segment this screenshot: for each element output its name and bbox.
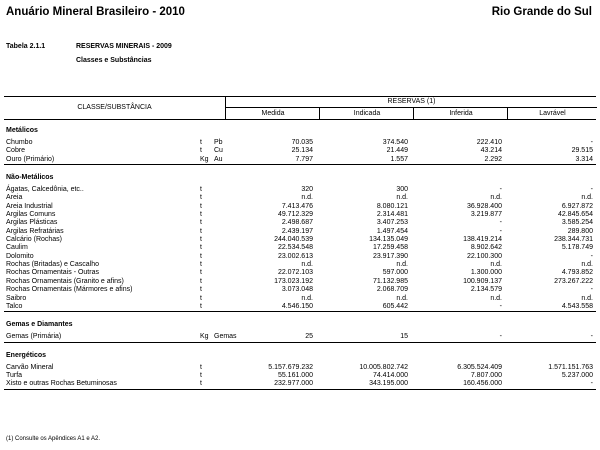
column-header-inferida: Inferida: [413, 108, 508, 119]
table-row: [4, 303, 596, 312]
table-row: [4, 147, 596, 155]
substance-name: Dolomito: [6, 252, 34, 260]
unit-cell: t: [200, 286, 202, 294]
value-indicada: 2.068.709: [376, 286, 408, 294]
value-indicada: 23.917.390: [372, 252, 408, 260]
value-inferida: 1.300.000: [470, 269, 502, 277]
value-inferida: -: [499, 186, 502, 194]
value-indicada: 74.414.000: [372, 371, 408, 379]
value-inferida: 3.219.877: [470, 211, 502, 219]
value-indicada: 1.497.454: [376, 227, 408, 235]
section-title: [4, 320, 596, 330]
substance-name: Argilas Refratárias: [6, 227, 64, 235]
value-indicada: n.d.: [396, 194, 408, 202]
table-row: [4, 211, 596, 219]
value-medida: 25: [305, 333, 313, 341]
value-inferida: 7.807.000: [470, 371, 502, 379]
value-indicada: 605.442: [382, 302, 408, 310]
table-row: [4, 156, 596, 165]
table-row: [4, 244, 596, 252]
value-medida: 7.797: [295, 155, 313, 163]
table-label: Tabela 2.1.1: [6, 43, 46, 50]
unit-cell: t: [200, 294, 202, 302]
value-lavravel: n.d.: [581, 261, 593, 269]
region-title: Rio Grande do Sul: [491, 6, 592, 18]
value-inferida: 160.456.000: [463, 380, 502, 388]
table-row: [4, 269, 596, 277]
value-medida: 244.040.539: [274, 236, 313, 244]
value-indicada: 2.314.481: [376, 211, 408, 219]
unit-cell: t: [200, 371, 202, 379]
footnote: (1) Consulte os Apêndices A1 e A2.: [6, 436, 101, 442]
substance-name: Rochas Ornamentais (Mármores e afins): [6, 286, 133, 294]
unit-cell: t: [200, 219, 202, 227]
class-column-header: CLASSE/SUBSTÂNCIA: [77, 104, 152, 111]
table-row: [4, 261, 596, 269]
unit-cell: t: [200, 363, 202, 371]
section-title: [4, 173, 596, 183]
table-row: [4, 139, 596, 147]
substance-name: Chumbo: [6, 139, 33, 146]
value-lavravel: 5.237.000: [561, 371, 593, 379]
substance-name: Rochas Ornamentais - Outras: [6, 269, 99, 277]
unit-cell: t: [200, 202, 202, 210]
value-lavravel: 4.793.852: [561, 269, 593, 277]
value-indicada: 71.132.985: [372, 277, 408, 285]
value-inferida: n.d.: [490, 261, 502, 269]
table-row: [4, 253, 596, 261]
column-header-medida: Medida: [225, 108, 320, 119]
value-indicada: n.d.: [396, 294, 408, 302]
symbol-cell: Au: [214, 155, 223, 163]
unit-cell: t: [200, 302, 202, 310]
substance-name: Xisto e outras Rochas Betuminosas: [6, 380, 117, 388]
value-inferida: n.d.: [490, 294, 502, 302]
unit-cell: t: [200, 380, 202, 388]
substance-name: Areia: [6, 194, 23, 202]
value-medida: 22.534.548: [277, 244, 313, 252]
value-lavravel: 6.927.872: [561, 202, 593, 210]
value-lavravel: 289.800: [567, 227, 593, 235]
value-indicada: 300: [396, 186, 408, 194]
value-medida: 173.023.192: [274, 277, 313, 285]
unit-cell: t: [200, 269, 202, 277]
value-indicada: 17.259.458: [372, 244, 408, 252]
value-indicada: 597.000: [382, 269, 408, 277]
document-title: Anuário Mineral Brasileiro - 2010: [6, 6, 185, 18]
table-row: [4, 380, 596, 389]
substance-name: Talco: [6, 302, 23, 310]
value-lavravel: 4.543.558: [561, 302, 593, 310]
unit-cell: t: [200, 194, 202, 202]
symbol-cell: Pb: [214, 139, 223, 146]
value-lavravel: -: [590, 286, 593, 294]
substance-name: Ouro (Primário): [6, 155, 55, 163]
value-lavravel: 1.571.151.763: [548, 363, 593, 371]
value-medida: 320: [301, 186, 313, 194]
substance-name: Carvão Mineral: [6, 363, 54, 371]
table-row: [4, 372, 596, 380]
value-lavravel: 273.267.222: [554, 277, 593, 285]
value-inferida: 2.134.579: [470, 286, 502, 294]
value-medida: 22.072.103: [277, 269, 313, 277]
value-lavravel: -: [590, 139, 593, 146]
section-title-text: Gemas e Diamantes: [6, 321, 73, 329]
section-title: [4, 126, 596, 136]
value-lavravel: n.d.: [581, 294, 593, 302]
value-inferida: n.d.: [490, 194, 502, 202]
reserves-column-header: RESERVAS (1): [225, 97, 597, 108]
table-header: [4, 96, 596, 120]
unit-cell: t: [200, 211, 202, 219]
symbol-cell: Gemas: [214, 333, 237, 341]
unit-cell: Kg: [200, 333, 209, 341]
substance-name: Calcário (Rochas): [6, 236, 63, 244]
substance-name: Argilas Comuns: [6, 211, 56, 219]
value-inferida: 22.100.300: [466, 252, 502, 260]
symbol-cell: Cu: [214, 147, 223, 155]
substance-name: Caulim: [6, 244, 28, 252]
section-title-text: Energéticos: [6, 351, 47, 359]
substance-name: Ágatas, Calcedônia, etc..: [6, 186, 84, 194]
value-inferida: 2.292: [484, 155, 502, 163]
value-medida: 2.498.687: [281, 219, 313, 227]
value-lavravel: -: [590, 252, 593, 260]
value-inferida: -: [499, 227, 502, 235]
value-inferida: 100.909.137: [463, 277, 502, 285]
substance-name: Rochas (Britadas) e Cascalho: [6, 261, 99, 269]
value-inferida: 8.902.642: [470, 244, 502, 252]
substance-name: Gemas (Primária): [6, 333, 62, 341]
unit-cell: t: [200, 277, 202, 285]
value-indicada: 3.407.253: [376, 219, 408, 227]
value-medida: 232.977.000: [274, 380, 313, 388]
value-medida: 7.413.476: [281, 202, 313, 210]
value-medida: 70.035: [291, 139, 313, 146]
value-inferida: 138.419.214: [463, 236, 502, 244]
value-lavravel: 3.585.254: [561, 219, 593, 227]
substance-name: Areia Industrial: [6, 202, 53, 210]
substance-name: Rochas Ornamentais (Granito e afins): [6, 277, 124, 285]
section-title: [4, 351, 596, 361]
value-medida: 49.712.329: [277, 211, 313, 219]
column-header-lavravel: Lavrável: [507, 108, 597, 119]
substance-name: Argilas Plásticas: [6, 219, 58, 227]
substance-name: Cobre: [6, 147, 26, 155]
value-medida: 25.134: [291, 147, 313, 155]
value-medida: 3.073.048: [281, 286, 313, 294]
value-inferida: 222.410: [476, 139, 502, 146]
value-lavravel: 238.344.731: [554, 236, 593, 244]
unit-cell: t: [200, 236, 202, 244]
value-medida: 2.439.197: [281, 227, 313, 235]
reserves-table: [4, 96, 596, 390]
value-lavravel: -: [590, 333, 593, 341]
value-lavravel: 42.845.654: [557, 211, 593, 219]
value-medida: n.d.: [301, 194, 313, 202]
value-indicada: 374.540: [382, 139, 408, 146]
unit-cell: t: [200, 252, 202, 260]
section-title-text: Não-Metálicos: [6, 174, 54, 182]
value-inferida: 43.214: [480, 147, 502, 155]
value-medida: 55.161.000: [277, 371, 313, 379]
table-row: [4, 295, 596, 303]
unit-cell: t: [200, 147, 202, 155]
substance-name: Turfa: [6, 371, 23, 379]
table-row: [4, 219, 596, 227]
value-inferida: -: [499, 333, 502, 341]
substance-name: Saibro: [6, 294, 27, 302]
value-medida: 23.002.613: [277, 252, 313, 260]
table-row: [4, 236, 596, 244]
value-indicada: 343.195.000: [369, 380, 408, 388]
value-indicada: 15: [400, 333, 408, 341]
value-medida: n.d.: [301, 261, 313, 269]
unit-cell: t: [200, 139, 202, 146]
unit-cell: t: [200, 244, 202, 252]
value-medida: 4.546.150: [281, 302, 313, 310]
value-indicada: 134.135.049: [369, 236, 408, 244]
section-title-text: Metálicos: [6, 127, 38, 134]
value-medida: 5.157.679.232: [268, 363, 313, 371]
value-inferida: 36.928.400: [466, 202, 502, 210]
table-subtitle: Classes e Substâncias: [76, 57, 152, 64]
value-lavravel: 5.178.749: [561, 244, 593, 252]
value-lavravel: -: [590, 186, 593, 194]
value-lavravel: 29.515: [571, 147, 593, 155]
unit-cell: t: [200, 261, 202, 269]
value-indicada: n.d.: [396, 261, 408, 269]
unit-cell: t: [200, 227, 202, 235]
value-indicada: 21.449: [386, 147, 408, 155]
table-row: [4, 228, 596, 236]
value-medida: n.d.: [301, 294, 313, 302]
table-row: [4, 364, 596, 372]
table-row: [4, 203, 596, 211]
table-row: [4, 333, 596, 342]
value-indicada: 1.557: [390, 155, 408, 163]
value-lavravel: 3.314: [575, 155, 593, 163]
unit-cell: t: [200, 186, 202, 194]
value-lavravel: n.d.: [581, 194, 593, 202]
column-header-indicada: Indicada: [319, 108, 414, 119]
value-inferida: -: [499, 302, 502, 310]
value-inferida: 6.305.524.409: [457, 363, 502, 371]
value-inferida: -: [499, 219, 502, 227]
table-row: [4, 186, 596, 194]
unit-cell: Kg: [200, 155, 209, 163]
value-lavravel: -: [590, 380, 593, 388]
table-row: [4, 194, 596, 202]
table-body: [4, 126, 596, 390]
value-indicada: 10.005.802.742: [359, 363, 408, 371]
table-title: RESERVAS MINERAIS - 2009: [76, 43, 172, 50]
value-indicada: 8.080.121: [376, 202, 408, 210]
table-row: [4, 286, 596, 294]
table-row: [4, 278, 596, 286]
